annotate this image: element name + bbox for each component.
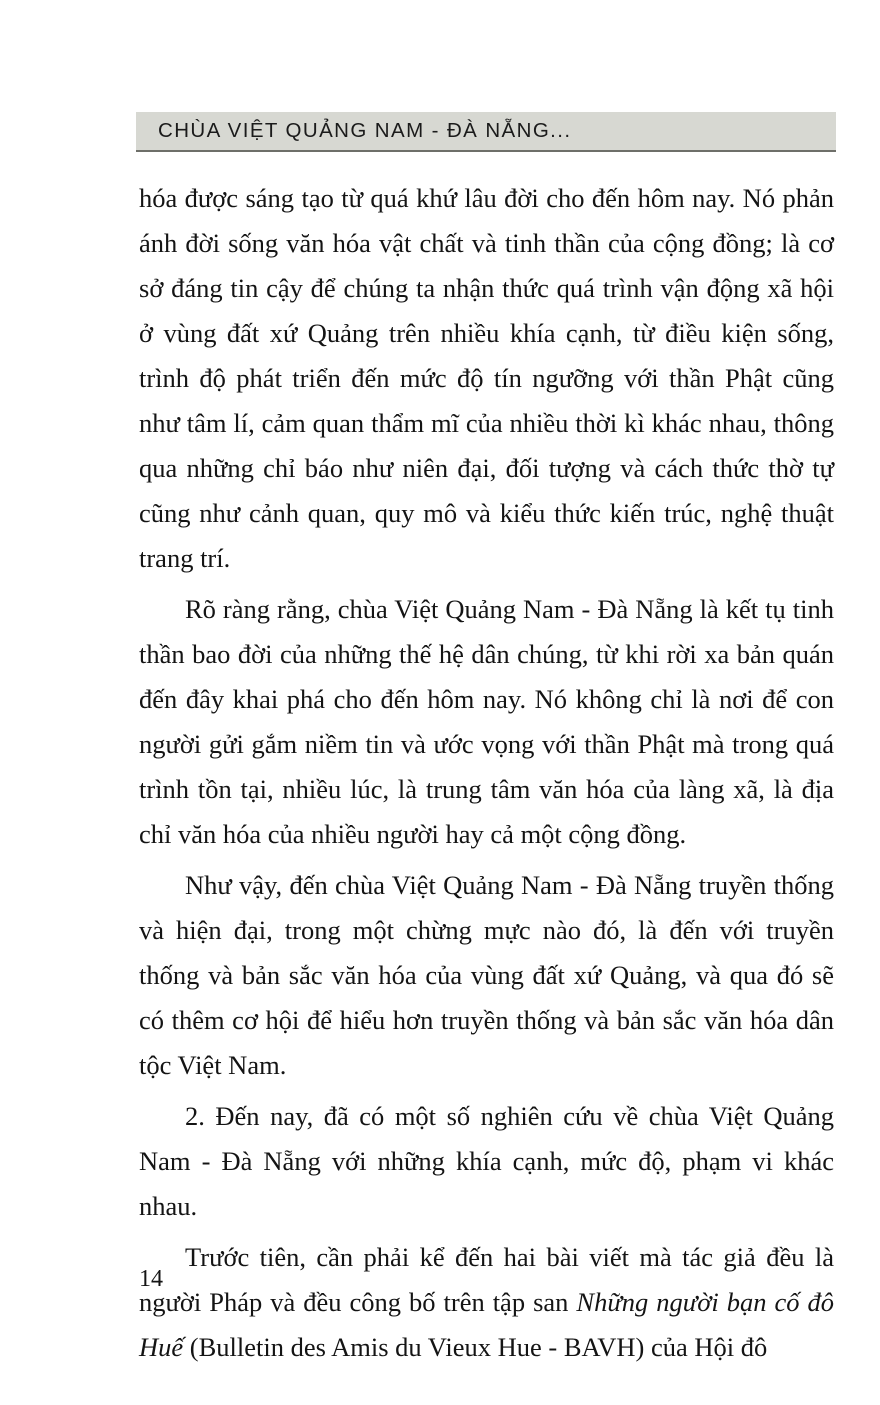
- citation-tail-text: (Bulletin des Amis du Vieux Hue - BAVH) của Hội đô: [183, 1332, 768, 1362]
- paragraph: hóa được sáng tạo từ quá khứ lâu đời cho đến hôm nay. Nó phản ánh đời sống văn hóa vật chất và tinh thần của cộng đồng; là cơ sở đáng tin cậy để chúng ta nhận thức quá trình vận động xã hội ở vùng đất xứ Quảng trên nhiều khía cạnh, từ điều kiện sống, trình độ phát triển đến mức độ tín ngưỡng với thần Phật cũng như tâm lí, cảm quan thẩm mĩ của nhiều thời kì khác nhau, thông qua những chỉ báo như niên đại, đối tượng và cách thức thờ tự cũng như cảnh quan, quy mô và kiểu thức kiến trúc, nghệ thuật trang trí.: [139, 183, 834, 573]
- running-head-rule: [136, 150, 836, 152]
- body-text: [139, 176, 834, 1376]
- citation-lead-text: Trước tiên, cần phải kể đến hai bài viết mà tác giả đều là người Pháp và đều công bố trên tập san: [139, 1242, 834, 1317]
- running-head: [136, 112, 836, 152]
- citation-title: Những người bạn cố đô Huế: [139, 1287, 834, 1362]
- paragraph: Rõ ràng rằng, chùa Việt Quảng Nam - Đà Nẵng là kết tụ tinh thần bao đời của những thế hệ dân chúng, từ khi rời xa bản quán đến đây khai phá cho đến hôm nay. Nó không chỉ là nơi để con người gửi gắm niềm tin và ước vọng với thần Phật mà trong quá trình tồn tại, nhiều lúc, là trung tâm văn hóa của làng xã, là địa chỉ văn hóa của nhiều người hay cả một cộng đồng.: [139, 594, 834, 849]
- paragraph: 2. Đến nay, đã có một số nghiên cứu về chùa Việt Quảng Nam - Đà Nẵng với những khía cạnh, mức độ, phạm vi khác nhau.: [139, 1101, 834, 1221]
- paragraph: Như vậy, đến chùa Việt Quảng Nam - Đà Nẵng truyền thống và hiện đại, trong một chừng mực nào đó, là đến với truyền thống và bản sắc văn hóa của vùng đất xứ Quảng, và qua đó sẽ có thêm cơ hội để hiểu hơn truyền thống và bản sắc văn hóa dân tộc Việt Nam.: [139, 870, 834, 1080]
- page-number: 14: [139, 1266, 163, 1292]
- running-head-title: CHÙA VIỆT QUẢNG NAM - ĐÀ NẴNG...: [158, 119, 572, 142]
- paragraph-with-citation: [139, 1235, 834, 1370]
